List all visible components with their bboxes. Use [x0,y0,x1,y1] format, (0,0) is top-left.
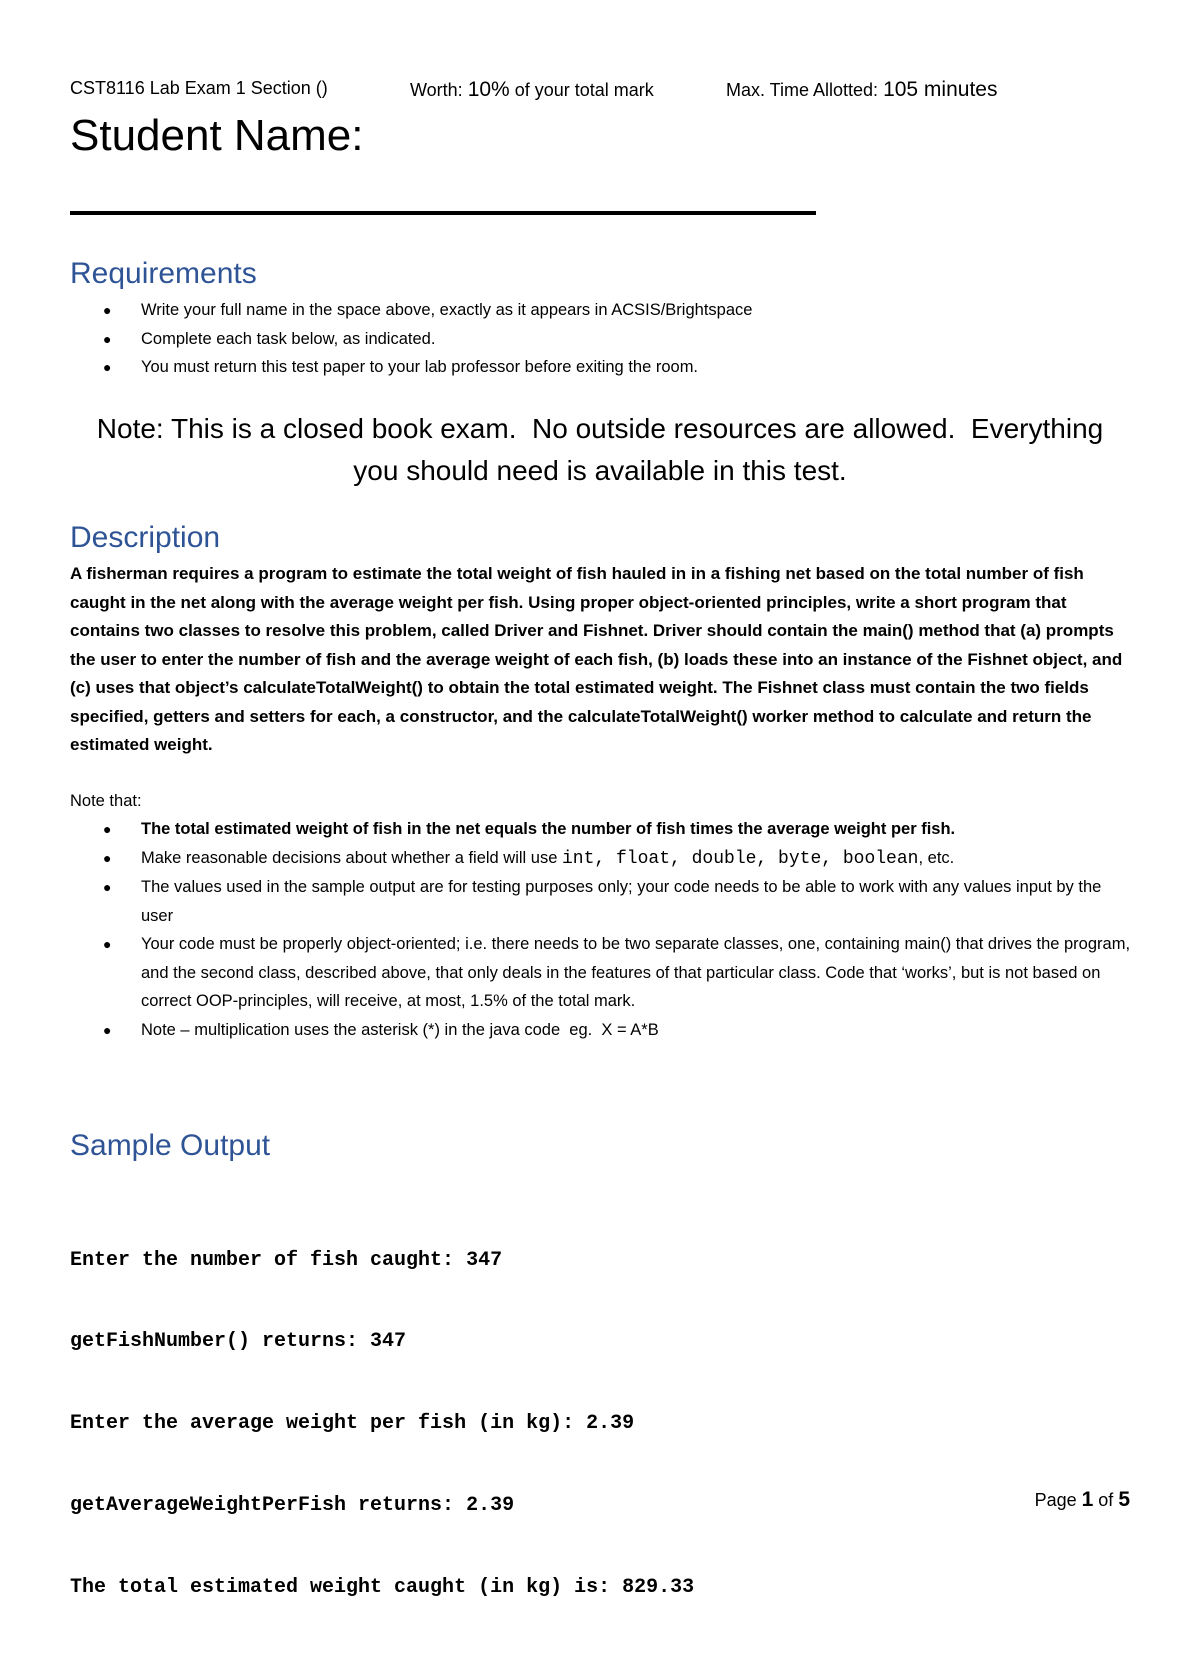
note-text: The values used in the sample output are for testing purposes only; your code needs to be able to work with any values input by the user [141,878,1102,925]
bullet-icon: ● [103,821,112,837]
page-total: 5 [1118,1488,1130,1511]
bullet-icon: ● [103,330,112,347]
time-prefix: Max. Time Allotted: [726,80,884,100]
time-allotted [726,78,997,102]
sample-output-line: The total estimated weight caught (in kg) is: 829.33 [70,1576,695,1600]
requirement-text: You must return this test paper to your lab professor before exiting the room. [141,358,699,376]
worth-value: 10% [467,78,510,101]
page-current: 1 [1081,1488,1094,1511]
sample-output-line: Enter the number of fish caught: 347 [70,1248,503,1272]
notes-list [70,815,1135,1044]
sample-output-block [70,1192,694,1656]
worth-info [410,78,654,102]
description-text: A fisherman requires a program to estimate the total weight of fish hauled in in a fishing net based on the total number of fish caught in the net along with the average weight per fish. Using proper object-oriented principles, write a short program that contains two classes to resolve this problem, called Driver and Fishnet. Driver should contain the main() method that (a) prompts the user to enter the number of fish and the average weight of each fish, (b) loads these into an instance of the Fishnet object, and (c) uses that object’s calculateTotalWeight() to obtain the total estimated weight. The Fishnet class must contain the two fields specified, getters and setters for each, a constructor, and the calculateTotalWeight() worker method to calculate and return the estimated weight. [70,564,1123,754]
list-item [70,1016,1135,1045]
worth-prefix: Worth: [410,80,468,100]
note-text: Note – multiplication uses the asterisk (*) in the java code eg. X = A*B [141,1020,659,1039]
bullet-icon: ● [103,359,112,375]
closed-book-note-line: Note: This is a closed book exam. No outside resources are allowed. Everything [96,413,1104,444]
bullet-icon: ● [103,302,112,318]
bullet-icon: ● [103,936,112,952]
course-section: CST8116 Lab Exam 1 Section () [70,78,328,98]
page-word: Page [1034,1490,1082,1510]
of-word: of [1093,1490,1119,1510]
note-text: Your code must be properly object-oriented; i.e. there needs to be two separate classes, one, containing main() that drives the program, and the second class, described above, that only deals in the features of that particular class. Code that ‘works’, but is not based on correct OOP-principles, will receive, at most, 1.5% of the total mark. [141,935,1131,1010]
worth-suffix: of your total mark [509,80,654,100]
sample-output-line: getFishNumber() returns: 347 [70,1330,407,1354]
student-name-label: Student Name: [70,111,364,160]
note-text: Make reasonable decisions about whether a field will use [141,848,562,867]
time-value: 105 minutes [883,78,998,101]
requirement-text: Complete each task below, as indicated. [141,329,436,348]
list-item [70,296,1130,325]
closed-book-note [70,408,1130,492]
description-heading: Description [70,521,221,554]
note-text: The total estimated weight of fish in the net equals the number of fish times the average weight per fish. [141,820,956,838]
list-item [70,930,1135,1016]
bullet-icon: ● [103,1021,112,1038]
sample-output-heading: Sample Output [70,1129,271,1162]
list-item [70,844,1135,874]
list-item [70,873,1135,930]
note-that-label: Note that: [70,792,142,810]
note-text: , etc. [918,848,955,867]
sample-output-line: getAverageWeightPerFish returns: 2.39 [70,1494,515,1518]
data-types: int, float, double, byte, boolean [562,848,919,869]
list-item [70,325,1130,354]
list-item [70,815,1135,844]
bullet-icon: ● [103,849,112,866]
student-name-line [70,211,816,215]
page-number [1035,1488,1130,1512]
closed-book-note-line: you should need is available in this test. [353,455,847,486]
list-item [70,353,1130,382]
requirements-list [70,296,1130,382]
requirements-heading: Requirements [70,257,257,290]
sample-output-line: Enter the average weight per fish (in kg): 2.39 [70,1412,635,1436]
requirement-text: Write your full name in the space above, exactly as it appears in ACSIS/Brightspace [141,301,753,319]
bullet-icon: ● [103,879,112,895]
